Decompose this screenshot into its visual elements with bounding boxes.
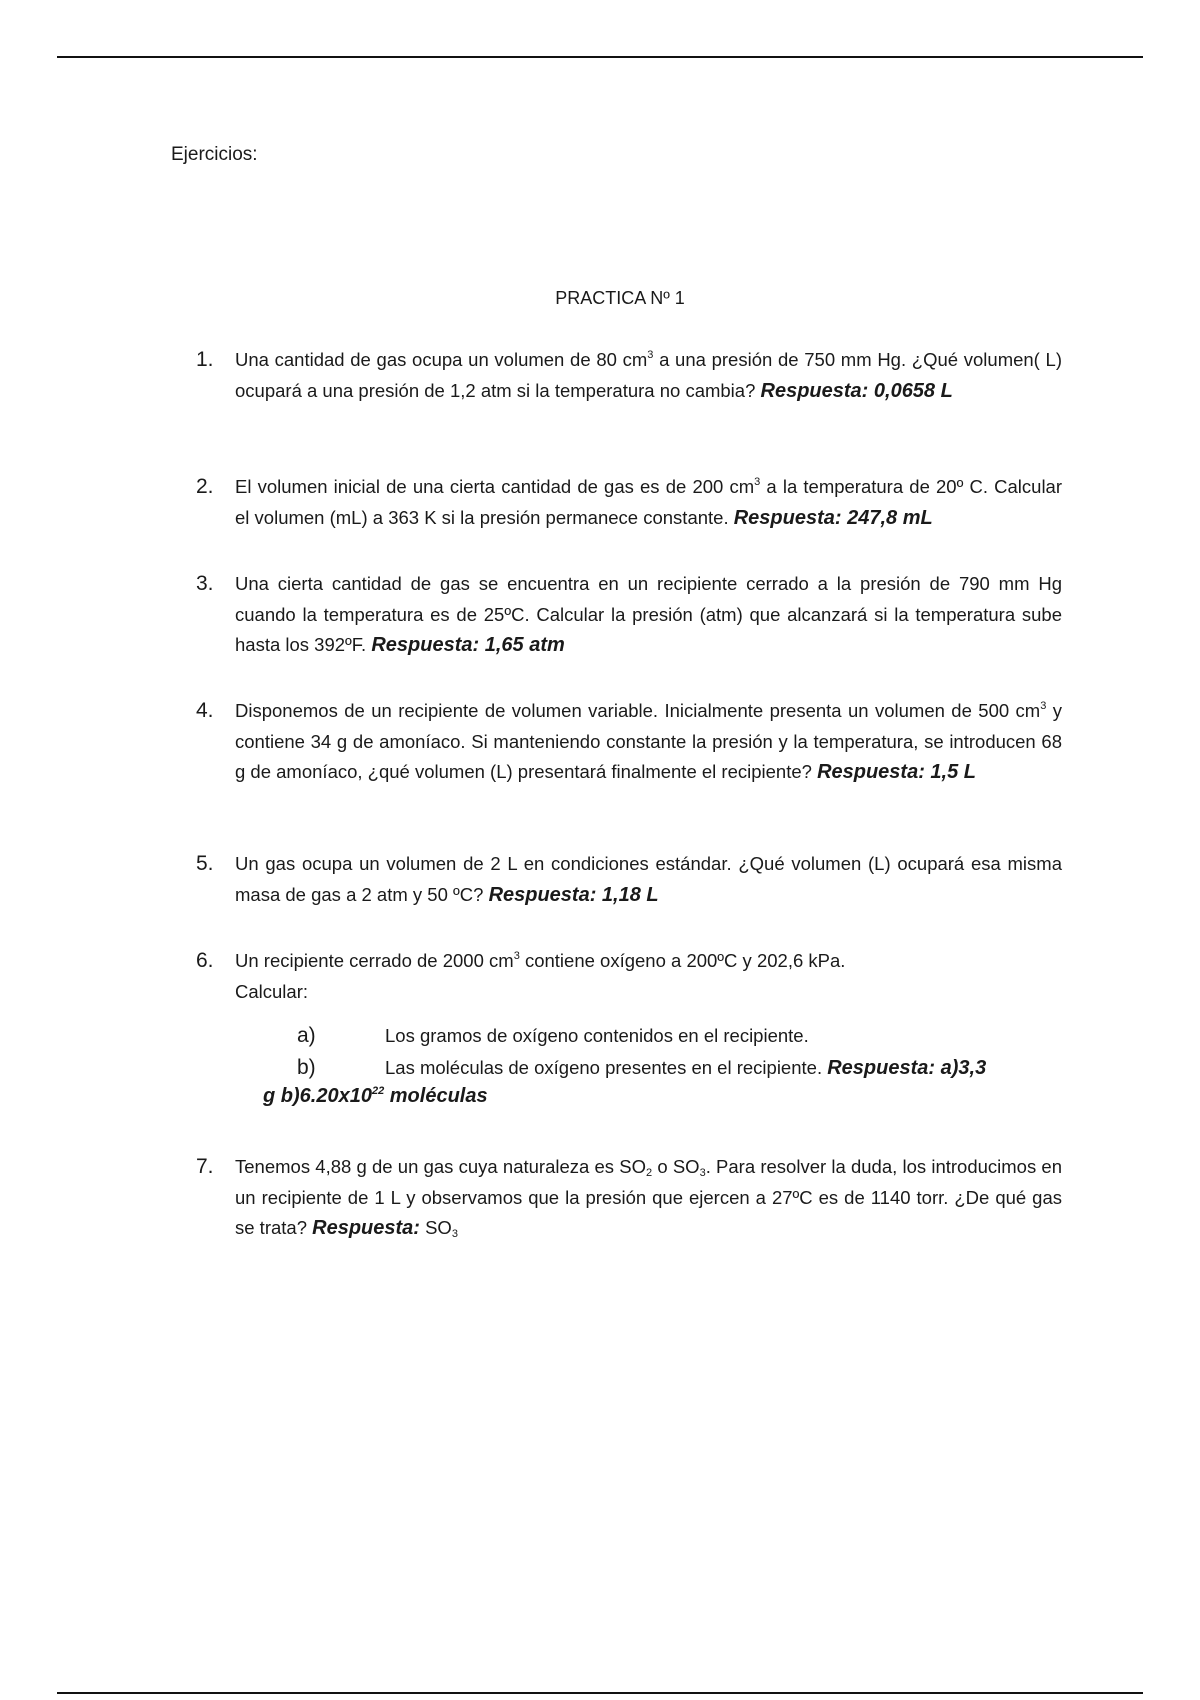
answer: Respuesta: 1,65 atm [371,634,565,656]
exercise-text-part: contiene oxígeno a 200ºC y 202,6 kPa. [519,950,846,971]
exercise-number: 2. [196,475,214,498]
exercise-6 [196,946,1062,1007]
exercise-text-part: Un gas ocupa un volumen de 2 L en condiciones estándar. ¿Qué volumen (L) ocupará esa misma masa de gas a 2 atm y 50 ºC? [235,853,1062,905]
superscript: 22 [371,1085,385,1097]
exercise-text-part: Disponemos de un recipiente de volumen variable. Inicialmente presenta un volumen de 500 cm [235,700,1041,721]
answer-part: g b)6.20x10 [263,1085,372,1107]
superscript: 3 [647,349,654,361]
answer: Respuesta: 1,5 L [817,761,977,783]
exercise-text-part: Una cantidad de gas ocupa un volumen de 80 cm [235,349,648,370]
answer-value: SO [419,1217,452,1238]
answer: Respuesta: 1,18 L [488,883,659,906]
section-heading: Ejercicios: [171,144,258,165]
exercise-2 [196,472,1062,533]
answer-continuation [263,1085,488,1108]
exercise-number: 1. [196,348,214,371]
exercise-text-part: Un recipiente cerrado de 2000 cm [235,950,514,971]
exercise-text-part: a una presión de 750 mm Hg. ¿Qué volumen( L) ocupará a una presión de 1,2 atm si la temperatura no cambia? [235,349,1062,401]
exercise-text [235,569,1062,661]
exercise-number: 6. [196,949,214,972]
exercise-text-part: Una cierta cantidad de gas se encuentra en un recipiente cerrado a la presión de 790 mm Hg cuando la temperatura es de 25ºC. Calcular la presión (atm) que alcanzará si la temperatura sube hasta los 392ºF. [235,573,1062,655]
top-rule [57,56,1143,58]
superscript: 3 [513,950,520,962]
exercise-1 [196,345,1062,406]
exercise-7 [196,1152,1062,1244]
answer: Respuesta: [312,1217,420,1239]
exercise-text-part: Calcular: [235,980,308,1002]
exercise-text [235,696,1062,788]
exercise-text-part: o SO [652,1156,700,1177]
exercise-text [235,1152,1062,1244]
answer: Respuesta: 0,0658 L [760,379,953,402]
subscript: 3 [699,1167,706,1179]
exercise-text-part: . Para resolver la duda, los introducimos en un recipiente de 1 L y observamos que la presión que ejercen a 27ºC es de 1140 torr. ¿De qué gas se trata? [235,1156,1062,1238]
sub-item-text [385,1053,986,1083]
superscript: 3 [1040,700,1047,712]
sub-item-letter: b) [297,1056,316,1079]
exercise-text [235,472,1062,533]
exercise-4 [196,696,1062,788]
bottom-rule [57,1692,1143,1694]
superscript: 3 [754,476,761,488]
exercise-text-part: y contiene 34 g de amoníaco. Si manteniendo constante la presión y la temperatura, se introducen 68 g de amoníaco, ¿qué volumen (L) presentará finalmente el recipiente? [235,700,1062,782]
exercise-text [235,946,1062,1007]
sub-item-text: Los gramos de oxígeno contenidos en el recipiente. [385,1025,809,1046]
exercise-text-part: Las moléculas de oxígeno presentes en el recipiente. [385,1057,828,1078]
exercise-text-part: a la temperatura de 20º C. Calcular el volumen (mL) a 363 K si la presión permanece constante. [235,476,1063,528]
exercise-text-part: El volumen inicial de una cierta cantidad de gas es de 200 cm [235,476,755,497]
sub-item-letter: a) [297,1024,316,1047]
answer: Respuesta: a)3,3 [827,1057,987,1079]
exercise-text [235,849,1062,910]
answer-part: moléculas [384,1085,488,1107]
answer: Respuesta: 247,8 mL [733,506,933,529]
exercise-number: 5. [196,852,214,875]
exercise-number: 4. [196,699,214,722]
subscript: 2 [646,1167,653,1179]
exercise-number: 7. [196,1155,214,1178]
subscript: 3 [451,1228,458,1240]
exercise-number: 3. [196,572,214,595]
page-title: PRACTICA Nº 1 [555,288,685,308]
exercise-5 [196,849,1062,910]
exercise-3 [196,569,1062,661]
exercise-text-part: Tenemos 4,88 g de un gas cuya naturaleza es SO [235,1156,646,1177]
exercise-text [235,345,1062,406]
